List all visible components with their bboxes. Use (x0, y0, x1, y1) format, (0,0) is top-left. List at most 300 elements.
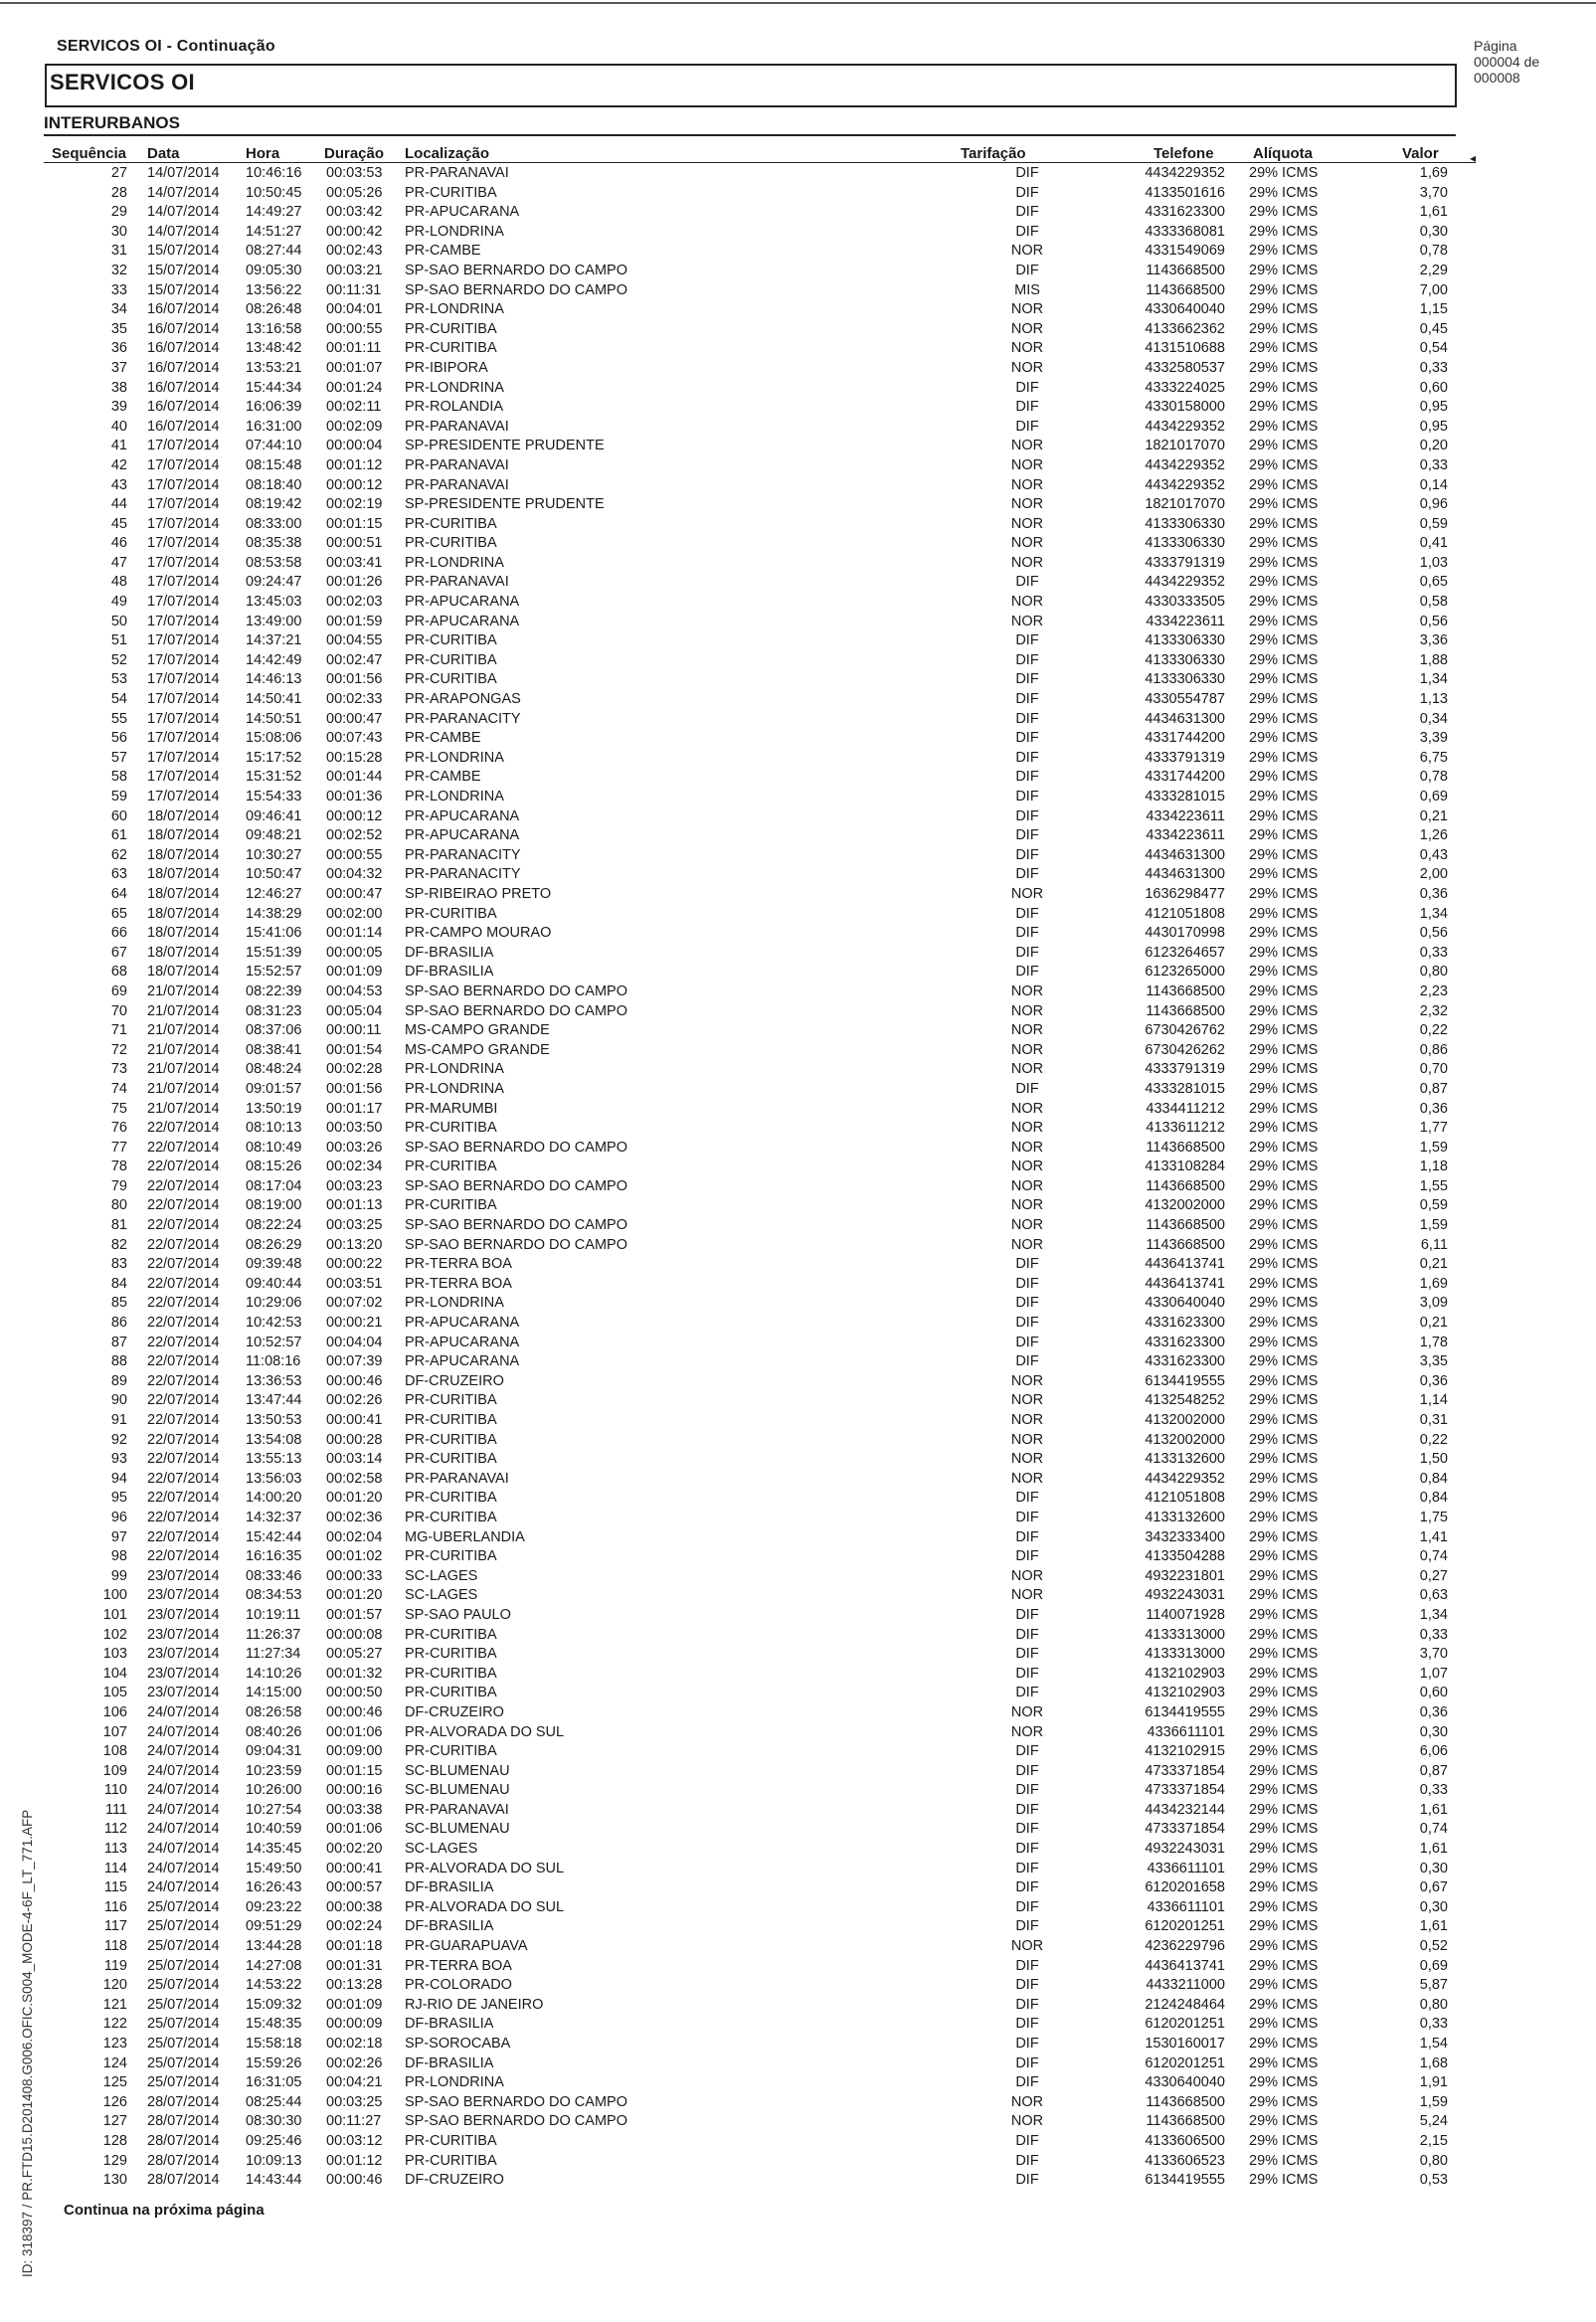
cell-location: SP-SAO BERNARDO DO CAMPO (405, 1177, 627, 1194)
table-row (0, 534, 1596, 554)
cell-tariff: DIF (1015, 2054, 1039, 2071)
table-row (0, 1139, 1596, 1159)
cell-phone: 4434631300 (1145, 846, 1225, 863)
cell-time: 08:19:00 (246, 1197, 302, 1214)
cell-duration: 00:01:12 (326, 2152, 383, 2169)
cell-value: 1,75 (1419, 1509, 1448, 1525)
cell-rate: 29% ICMS (1249, 1022, 1319, 1039)
cell-duration: 00:00:11 (326, 1022, 382, 1039)
table-row (0, 203, 1596, 223)
cell-rate: 29% ICMS (1249, 1996, 1319, 2013)
cell-rate: 29% ICMS (1249, 1938, 1319, 1955)
cell-date: 18/07/2014 (147, 905, 220, 922)
table-row (0, 1665, 1596, 1685)
table-row (0, 1547, 1596, 1567)
cell-time: 08:22:39 (246, 982, 302, 999)
cell-tariff: DIF (1015, 944, 1039, 961)
cell-rate: 29% ICMS (1249, 1509, 1319, 1525)
cell-time: 09:05:30 (246, 262, 302, 278)
cell-sequence: 90 (110, 1392, 127, 1409)
document-subtitle: SERVICOS OI - Continuação (57, 38, 275, 55)
cell-date: 25/07/2014 (147, 2016, 220, 2033)
cell-phone: 4932243031 (1145, 1841, 1225, 1858)
cell-rate: 29% ICMS (1249, 1762, 1319, 1779)
cell-location: PR-PARANAVAI (405, 574, 509, 591)
cell-rate: 29% ICMS (1249, 789, 1319, 804)
cell-duration: 00:00:12 (326, 807, 383, 824)
cell-duration: 00:00:46 (326, 1372, 383, 1389)
cell-tariff: DIF (1015, 2132, 1039, 2149)
cell-rate: 29% ICMS (1249, 730, 1319, 747)
table-row (0, 398, 1596, 418)
cell-rate: 29% ICMS (1249, 1703, 1319, 1720)
cell-duration: 00:01:06 (326, 1723, 383, 1740)
table-row (0, 1567, 1596, 1587)
cell-phone: 4133108284 (1145, 1159, 1225, 1175)
cell-duration: 00:02:24 (326, 1918, 383, 1935)
cell-value: 0,80 (1419, 2152, 1448, 2169)
cell-rate: 29% ICMS (1249, 1061, 1319, 1078)
cell-date: 17/07/2014 (147, 574, 220, 591)
cell-sequence: 81 (110, 1217, 127, 1234)
cell-location: PR-CURITIBA (405, 1451, 497, 1468)
cell-time: 08:10:49 (246, 1139, 302, 1156)
cell-location: PR-LONDRINA (405, 1295, 504, 1312)
cell-sequence: 32 (110, 262, 127, 278)
column-header-date: Data (147, 145, 180, 162)
cell-sequence: 64 (110, 885, 127, 902)
cell-sequence: 44 (110, 496, 127, 513)
cell-value: 1,88 (1419, 651, 1448, 668)
table-row (0, 1684, 1596, 1703)
table-row (0, 690, 1596, 710)
cell-rate: 29% ICMS (1249, 1139, 1319, 1156)
cell-time: 16:06:39 (246, 399, 302, 416)
cell-sequence: 85 (110, 1295, 127, 1312)
cell-sequence: 92 (110, 1431, 127, 1448)
cell-date: 18/07/2014 (147, 846, 220, 863)
cell-sequence: 91 (110, 1412, 127, 1428)
cell-sequence: 100 (102, 1587, 127, 1604)
cell-sequence: 50 (110, 613, 127, 629)
cell-duration: 00:00:04 (326, 438, 383, 454)
cell-time: 08:30:30 (246, 2113, 302, 2130)
cell-tariff: NOR (1010, 1197, 1044, 1214)
cell-value: 1,78 (1419, 1334, 1448, 1350)
cell-location: PR-ALVORADA DO SUL (405, 1860, 565, 1876)
cell-time: 09:23:22 (246, 1898, 302, 1915)
call-records-table (0, 164, 1596, 2191)
cell-sequence: 55 (110, 710, 127, 727)
cell-phone: 4331744200 (1145, 769, 1225, 786)
cell-tariff: NOR (1010, 613, 1044, 629)
cell-sequence: 31 (110, 243, 127, 260)
cell-rate: 29% ICMS (1249, 1002, 1319, 1019)
cell-date: 15/07/2014 (147, 243, 220, 260)
cell-location: PR-CURITIBA (405, 1412, 497, 1428)
cell-time: 15:44:34 (246, 379, 302, 396)
cell-location: PR-CURITIBA (405, 1509, 497, 1525)
cell-value: 0,95 (1419, 399, 1448, 416)
cell-location: PR-APUCARANA (405, 827, 520, 844)
cell-date: 24/07/2014 (147, 1821, 220, 1838)
cell-date: 18/07/2014 (147, 866, 220, 883)
cell-duration: 00:01:13 (326, 1197, 383, 1214)
cell-date: 25/07/2014 (147, 1977, 220, 1994)
table-row (0, 1801, 1596, 1821)
cell-tariff: MIS (1014, 281, 1040, 298)
cell-location: PR-APUCARANA (405, 1353, 520, 1370)
cell-phone: 4133313000 (1145, 1646, 1225, 1663)
cell-time: 16:31:00 (246, 418, 302, 435)
cell-duration: 00:13:28 (326, 1977, 383, 1994)
cell-date: 17/07/2014 (147, 515, 220, 532)
cell-phone: 4733371854 (1145, 1821, 1225, 1838)
cell-time: 08:18:40 (246, 476, 302, 493)
cell-time: 13:54:08 (246, 1431, 302, 1448)
header-divider (44, 162, 1476, 163)
cell-date: 22/07/2014 (147, 1236, 220, 1253)
cell-sequence: 51 (110, 632, 127, 649)
cell-value: 0,33 (1419, 1782, 1448, 1799)
cell-date: 17/07/2014 (147, 456, 220, 473)
cell-rate: 29% ICMS (1249, 1041, 1319, 1058)
cell-tariff: NOR (1010, 1703, 1044, 1720)
cell-tariff: DIF (1015, 1977, 1039, 1994)
table-row (0, 1917, 1596, 1937)
table-row (0, 359, 1596, 379)
cell-time: 13:56:03 (246, 1470, 302, 1487)
cell-date: 23/07/2014 (147, 1606, 220, 1623)
cell-date: 17/07/2014 (147, 535, 220, 552)
cell-tariff: NOR (1010, 476, 1044, 493)
cell-tariff: NOR (1010, 1217, 1044, 1234)
cell-tariff: NOR (1010, 982, 1044, 999)
cell-rate: 29% ICMS (1249, 1334, 1319, 1350)
cell-rate: 29% ICMS (1249, 827, 1319, 844)
cell-tariff: DIF (1015, 671, 1039, 688)
cell-date: 23/07/2014 (147, 1587, 220, 1604)
cell-date: 28/07/2014 (147, 2113, 220, 2130)
cell-date: 21/07/2014 (147, 1002, 220, 1019)
cell-value: 1,59 (1419, 2093, 1448, 2110)
cell-date: 25/07/2014 (147, 1938, 220, 1955)
cell-tariff: DIF (1015, 789, 1039, 804)
cell-phone: 6120201658 (1145, 1879, 1225, 1896)
cell-rate: 29% ICMS (1249, 749, 1319, 766)
cell-duration: 00:00:28 (326, 1431, 383, 1448)
cell-rate: 29% ICMS (1249, 1665, 1319, 1682)
table-row (0, 1372, 1596, 1392)
cell-date: 21/07/2014 (147, 1080, 220, 1097)
cell-sequence: 117 (103, 1918, 127, 1935)
cell-value: 0,33 (1419, 944, 1448, 961)
table-row (0, 1996, 1596, 2016)
cell-value: 0,36 (1419, 1703, 1448, 1720)
cell-duration: 00:01:15 (326, 1762, 383, 1779)
cell-location: DF-BRASILIA (405, 964, 494, 981)
cell-tariff: DIF (1015, 866, 1039, 883)
cell-rate: 29% ICMS (1249, 2036, 1319, 2052)
cell-tariff: DIF (1015, 2172, 1039, 2189)
cell-duration: 00:02:19 (326, 496, 383, 513)
cell-date: 22/07/2014 (147, 1197, 220, 1214)
cell-value: 0,22 (1419, 1431, 1448, 1448)
cell-tariff: DIF (1015, 1879, 1039, 1896)
cell-duration: 00:00:16 (326, 1782, 383, 1799)
cell-time: 08:37:06 (246, 1022, 302, 1039)
cell-rate: 29% ICMS (1249, 1217, 1319, 1234)
cell-sequence: 29 (110, 204, 127, 221)
cell-location: PR-CURITIBA (405, 1159, 497, 1175)
cell-location: SP-SAO BERNARDO DO CAMPO (405, 262, 627, 278)
cell-tariff: NOR (1010, 243, 1044, 260)
continue-note: Continua na próxima página (64, 2202, 265, 2219)
cell-location: MS-CAMPO GRANDE (405, 1022, 550, 1039)
cell-rate: 29% ICMS (1249, 982, 1319, 999)
table-row (0, 339, 1596, 359)
table-row (0, 1509, 1596, 1528)
cell-rate: 29% ICMS (1249, 1256, 1319, 1273)
cell-date: 22/07/2014 (147, 1334, 220, 1350)
cell-location: MS-CAMPO GRANDE (405, 1041, 550, 1058)
cell-duration: 00:04:21 (326, 2074, 383, 2091)
cell-tariff: DIF (1015, 651, 1039, 668)
cell-value: 0,69 (1419, 789, 1448, 804)
table-row (0, 1470, 1596, 1490)
cell-date: 23/07/2014 (147, 1646, 220, 1663)
table-row (0, 2171, 1596, 2191)
table-row (0, 1411, 1596, 1431)
cell-value: 0,69 (1419, 1957, 1448, 1974)
cell-sequence: 30 (110, 223, 127, 240)
cell-rate: 29% ICMS (1249, 340, 1319, 357)
cell-value: 1,13 (1419, 691, 1448, 708)
cell-phone: 6120201251 (1145, 2016, 1225, 2033)
cell-date: 22/07/2014 (147, 1139, 220, 1156)
cell-time: 08:25:44 (246, 2093, 302, 2110)
cell-value: 1,03 (1419, 554, 1448, 571)
section-divider (44, 134, 1456, 136)
cell-value: 0,20 (1419, 438, 1448, 454)
cell-location: PR-COLORADO (405, 1977, 512, 1994)
cell-duration: 00:00:12 (326, 476, 383, 493)
cell-location: SP-PRESIDENTE PRUDENTE (405, 438, 605, 454)
cell-value: 0,84 (1419, 1470, 1448, 1487)
cell-value: 0,41 (1419, 535, 1448, 552)
cell-sequence: 125 (102, 2074, 127, 2091)
cell-rate: 29% ICMS (1249, 1080, 1319, 1097)
cell-location: DF-BRASILIA (405, 2054, 494, 2071)
cell-tariff: DIF (1015, 730, 1039, 747)
cell-sequence: 129 (102, 2152, 127, 2169)
cell-sequence: 57 (110, 749, 127, 766)
cell-time: 14:43:44 (246, 2172, 302, 2189)
cell-time: 08:38:41 (246, 1041, 302, 1058)
cell-tariff: NOR (1010, 1061, 1044, 1078)
cell-tariff: DIF (1015, 2152, 1039, 2169)
cell-rate: 29% ICMS (1249, 1315, 1319, 1332)
column-header-rate: Alíquota (1253, 145, 1313, 162)
table-row (0, 1236, 1596, 1256)
cell-duration: 00:11:27 (326, 2113, 382, 2130)
cell-tariff: NOR (1010, 1431, 1044, 1448)
cell-date: 18/07/2014 (147, 925, 220, 942)
cell-rate: 29% ICMS (1249, 1177, 1319, 1194)
cell-sequence: 105 (102, 1685, 127, 1701)
cell-phone: 4330640040 (1145, 2074, 1225, 2091)
cell-duration: 00:02:58 (326, 1470, 383, 1487)
cell-tariff: DIF (1015, 749, 1039, 766)
cell-sequence: 104 (102, 1665, 127, 1682)
cell-date: 22/07/2014 (147, 1275, 220, 1292)
table-row (0, 1100, 1596, 1120)
cell-value: 0,96 (1419, 496, 1448, 513)
table-row (0, 749, 1596, 769)
cell-rate: 29% ICMS (1249, 1490, 1319, 1507)
table-row (0, 281, 1596, 301)
cell-phone: 4333281015 (1145, 1080, 1225, 1097)
cell-duration: 00:02:33 (326, 691, 383, 708)
cell-tariff: DIF (1015, 1841, 1039, 1858)
cell-tariff: NOR (1010, 1723, 1044, 1740)
cell-phone: 4336611101 (1147, 1898, 1225, 1915)
cell-time: 13:47:44 (246, 1392, 302, 1409)
cell-duration: 00:15:28 (326, 749, 383, 766)
cell-sequence: 73 (110, 1061, 127, 1078)
cell-location: PR-PARANAVAI (405, 165, 509, 181)
cell-phone: 4430170998 (1145, 925, 1225, 942)
cell-phone: 4434229352 (1145, 476, 1225, 493)
cell-location: PR-CURITIBA (405, 1392, 497, 1409)
cell-phone: 4331623300 (1145, 204, 1225, 221)
cell-time: 10:50:47 (246, 866, 302, 883)
cell-date: 28/07/2014 (147, 2172, 220, 2189)
cell-rate: 29% ICMS (1249, 2152, 1319, 2169)
cell-tariff: DIF (1015, 399, 1039, 416)
cell-duration: 00:01:12 (326, 456, 383, 473)
cell-duration: 00:01:20 (326, 1490, 383, 1507)
table-row (0, 2035, 1596, 2054)
cell-phone: 4334223611 (1146, 613, 1225, 629)
cell-tariff: DIF (1015, 1860, 1039, 1876)
cell-phone: 4132102915 (1145, 1743, 1225, 1760)
cell-tariff: DIF (1015, 1743, 1039, 1760)
cell-location: PR-CURITIBA (405, 535, 497, 552)
cell-value: 0,80 (1419, 964, 1448, 981)
cell-value: 0,54 (1419, 340, 1448, 357)
cell-tariff: DIF (1015, 1801, 1039, 1818)
cell-rate: 29% ICMS (1249, 1685, 1319, 1701)
cell-phone: 4132548252 (1145, 1392, 1225, 1409)
cell-location: PR-CURITIBA (405, 1685, 497, 1701)
cell-location: PR-TERRA BOA (405, 1256, 512, 1273)
cell-location: SC-LAGES (405, 1567, 478, 1584)
cell-location: PR-CURITIBA (405, 1120, 497, 1137)
cell-rate: 29% ICMS (1249, 1548, 1319, 1565)
cell-date: 25/07/2014 (147, 1957, 220, 1974)
cell-duration: 00:02:26 (326, 2054, 383, 2071)
cell-time: 10:40:59 (246, 1821, 302, 1838)
cell-location: PR-APUCARANA (405, 204, 520, 221)
cell-duration: 00:11:31 (326, 281, 382, 298)
cell-phone: 4434232144 (1145, 1801, 1225, 1818)
cell-phone: 4333368081 (1145, 223, 1225, 240)
cell-rate: 29% ICMS (1249, 184, 1319, 201)
cell-rate: 29% ICMS (1249, 807, 1319, 824)
cell-sequence: 122 (102, 2016, 127, 2033)
cell-tariff: NOR (1010, 554, 1044, 571)
cell-sequence: 53 (110, 671, 127, 688)
cell-location: SP-RIBEIRAO PRETO (405, 885, 552, 902)
cell-sequence: 45 (110, 515, 127, 532)
table-row (0, 1060, 1596, 1080)
cell-value: 1,61 (1419, 1918, 1448, 1935)
cell-duration: 00:00:55 (326, 846, 383, 863)
cell-rate: 29% ICMS (1249, 1120, 1319, 1137)
cell-date: 16/07/2014 (147, 379, 220, 396)
table-row (0, 963, 1596, 982)
cell-date: 17/07/2014 (147, 789, 220, 804)
cell-tariff: NOR (1010, 594, 1044, 611)
cell-time: 15:48:35 (246, 2016, 302, 2033)
cell-duration: 00:02:00 (326, 905, 383, 922)
cell-time: 09:39:48 (246, 1256, 302, 1273)
cell-rate: 29% ICMS (1249, 1528, 1319, 1545)
cell-phone: 4436413741 (1145, 1256, 1225, 1273)
cell-duration: 00:02:03 (326, 594, 383, 611)
cell-duration: 00:01:26 (326, 574, 383, 591)
cell-duration: 00:03:25 (326, 1217, 383, 1234)
table-row (0, 1860, 1596, 1879)
cell-phone: 6134419555 (1145, 1703, 1225, 1720)
table-row (0, 1158, 1596, 1177)
cell-location: PR-CURITIBA (405, 2132, 497, 2149)
cell-duration: 00:01:07 (326, 359, 383, 376)
cell-rate: 29% ICMS (1249, 554, 1319, 571)
cell-phone: 4434229352 (1145, 165, 1225, 181)
cell-rate: 29% ICMS (1249, 691, 1319, 708)
table-row (0, 865, 1596, 885)
cell-phone: 6730426762 (1145, 1022, 1225, 1039)
cell-location: PR-LONDRINA (405, 301, 504, 318)
cell-sequence: 69 (110, 982, 127, 999)
cell-rate: 29% ICMS (1249, 594, 1319, 611)
table-row (0, 2112, 1596, 2132)
cell-phone: 1143668500 (1146, 281, 1225, 298)
cell-tariff: DIF (1015, 964, 1039, 981)
cell-phone: 4133132600 (1145, 1451, 1225, 1468)
table-row (0, 846, 1596, 866)
cell-duration: 00:00:57 (326, 1879, 383, 1896)
cell-rate: 29% ICMS (1249, 1295, 1319, 1312)
cell-duration: 00:04:55 (326, 632, 383, 649)
cell-phone: 4236229796 (1145, 1938, 1225, 1955)
cell-sequence: 123 (102, 2036, 127, 2052)
cell-date: 24/07/2014 (147, 1860, 220, 1876)
cell-rate: 29% ICMS (1249, 1431, 1319, 1448)
cell-phone: 4133306330 (1145, 632, 1225, 649)
cell-time: 14:38:29 (246, 905, 302, 922)
cell-value: 1,61 (1419, 1801, 1448, 1818)
table-row (0, 2132, 1596, 2152)
cell-date: 22/07/2014 (147, 1548, 220, 1565)
cell-sequence: 127 (102, 2113, 127, 2130)
cell-date: 17/07/2014 (147, 769, 220, 786)
cell-tariff: NOR (1010, 456, 1044, 473)
cell-location: DF-BRASILIA (405, 1918, 494, 1935)
cell-duration: 00:01:06 (326, 1821, 383, 1838)
